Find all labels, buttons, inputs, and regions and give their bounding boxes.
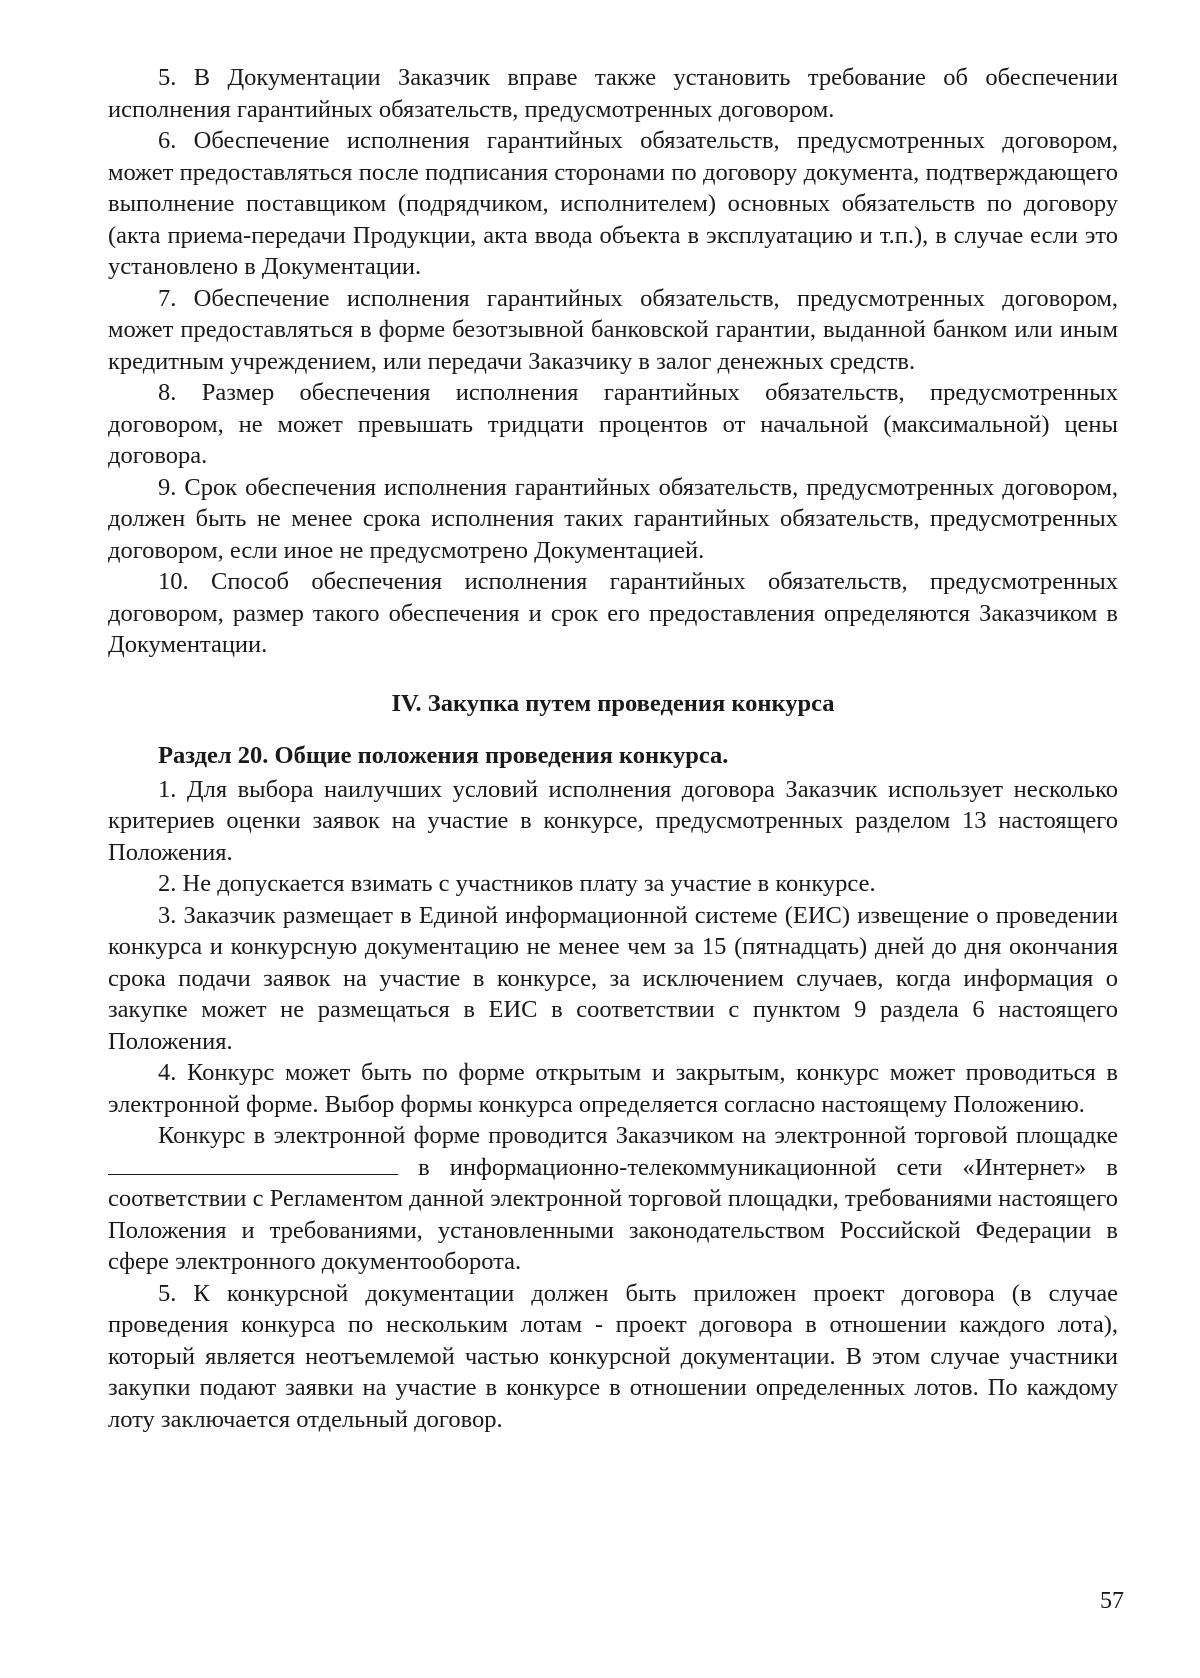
section-paragraph-1-criteria: 1. Для выбора наилучших условий исполнения договора Заказчик использует несколько критериев оценки заявок на участие в конкурсе, предусмотренных разделом 13 настоящего Положения. [108,775,1118,866]
section-paragraph-3-eis-notice: 3. Заказчик размещает в Единой информационной системе (ЕИС) извещение о проведении конкурса и конкурсную документацию не менее чем за 15 (пятнадцать) дней до дня окончания срока подачи заявок на участие в конкурсе, за исключением случаев, когда информация о закупке может не размещаться в ЕИС в соответствии с пунктом 9 раздела 6 настоящего Положения. [108,901,1118,1055]
section-paragraph-4-contest-forms: 4. Конкурс может быть по форме открытым и закрытым, конкурс может проводиться в электронной форме. Выбор формы конкурса определяется согласно настоящему Положению. [108,1059,1118,1118]
chapter-heading: IV. Закупка путем проведения конкурса [391,689,835,717]
platform-name-blank [108,1156,398,1175]
paragraph-7-guarantee-forms: 7. Обеспечение исполнения гарантийных обязательств, предусмотренных договором, может предоставляться в форме безотзывной банковской гарантии, выданной банком или иным кредитным учреждением, или передачи Заказчику в залог денежных средств. [108,284,1118,375]
section-paragraph-5-contract-draft: 5. К конкурсной документации должен быть приложен проект договора (в случае проведения конкурса по нескольким лотам - проект договора в отношении каждого лота), который является неотъемлемой частью конкурсной документации. В этом случае участники закупки подают заявки на участие в конкурсе в отношении определенных лотов. По каждому лоту заключается отдельный договор. [108,1279,1118,1433]
page-number: 57 [1100,1588,1124,1614]
paragraph-10-guarantee-method: 10. Способ обеспечения исполнения гарантийных обязательств, предусмотренных договором, размер такого обеспечения и срок его предоставления определяются Заказчиком в Документации. [108,568,1118,658]
paragraph-6-guarantee-after-signing: 6. Обеспечение исполнения гарантийных обязательств, предусмотренных договором, может предоставляться после подписания сторонами по договору документа, подтверждающего выполнение поставщиком (подрядчиком, исполнителем) основных обязательств по договору (акта приема-передачи Продукции, акта ввода объекта в эксплуатацию и т.п.), в случае если это установлено в Документации. [108,127,1118,280]
section-paragraph-2-no-fee: 2. Не допускается взимать с участников плату за участие в конкурсе. [158,870,876,897]
paragraph-8-guarantee-size: 8. Размер обеспечения исполнения гарантийных обязательств, предусмотренных договором, не может превышать тридцати процентов от начальной (максимальной) цены договора. [108,379,1118,469]
paragraph-5-documentation-requirement: 5. В Документации Заказчик вправе также установить требование об обеспечении исполнения гарантийных обязательств, предусмотренных договором. [108,64,1118,123]
page-content [108,62,1118,1435]
section-heading: Раздел 20. Общие положения проведения конкурса. [158,742,729,769]
electronic-text-after-blank: в информационно-телекоммуникационной сети «Интернет» в соответствии с Регламентом данной электронной торговой площадки, требованиями настоящего Положения и требованиями, установленными законодательством Российской Федерации в сфере электронного документооборота. [108,1153,1118,1275]
paragraph-9-guarantee-term: 9. Срок обеспечения исполнения гарантийных обязательств, предусмотренных договором, должен быть не менее срока исполнения таких гарантийных обязательств, предусмотренных договором, если иное не предусмотрено Документацией. [108,473,1118,564]
electronic-contest-paragraph [108,1120,1118,1278]
electronic-text-before-blank: Конкурс в электронной форме проводится Заказчиком на электронной торговой площадке [158,1122,1118,1149]
